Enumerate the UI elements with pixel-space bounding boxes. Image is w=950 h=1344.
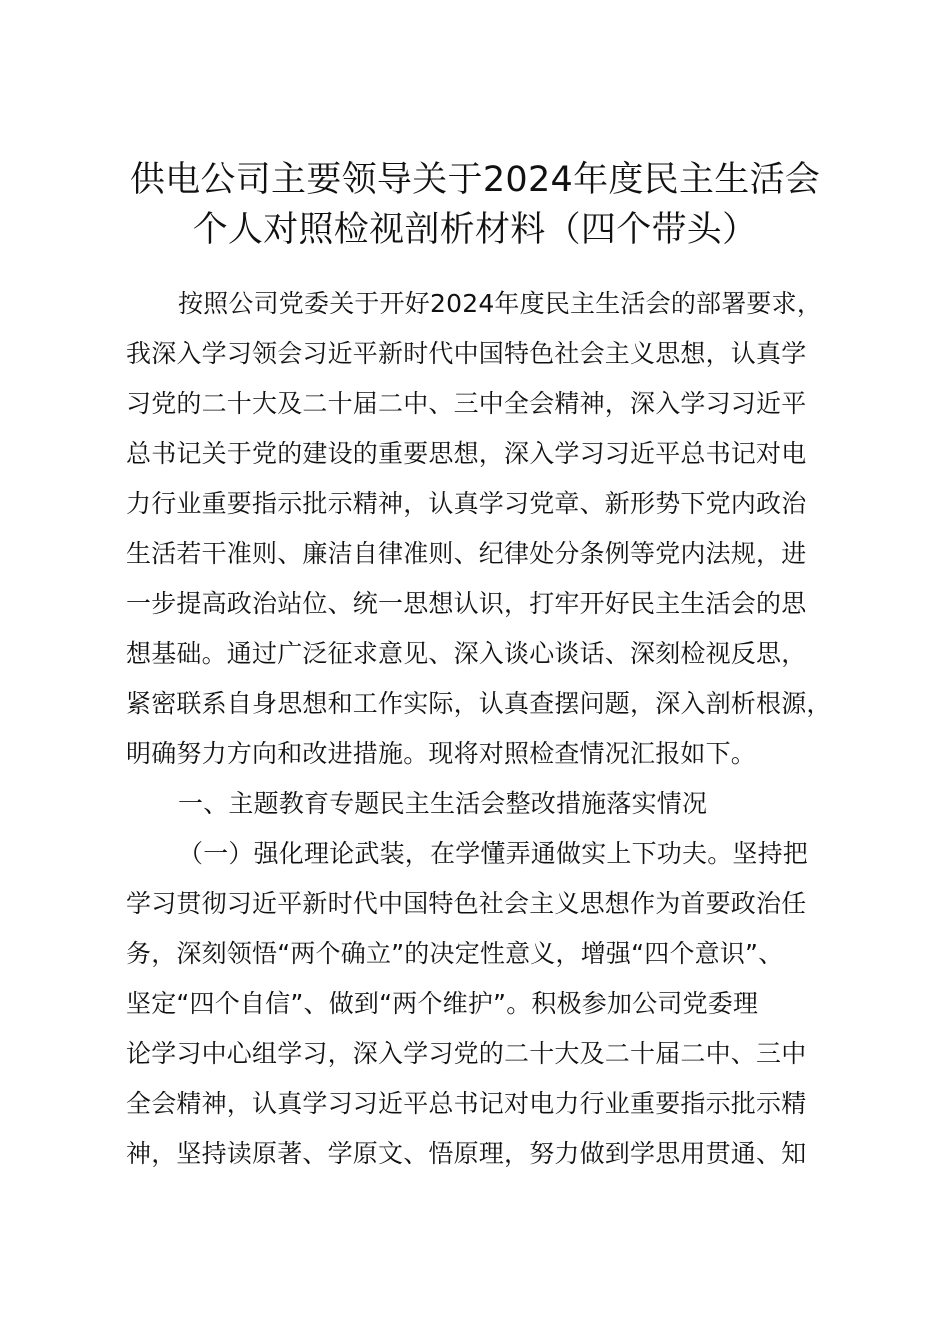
- paragraph-line: 神，坚持读原著、学原文、悟原理，努力做到学思用贯通、知: [126, 1139, 807, 1168]
- paragraph-line: 想基础。通过广泛征求意见、深入谈心谈话、深刻检视反思，: [126, 639, 807, 668]
- document-title-line-2: 个人对照检视剖析材料（四个带头）: [192, 210, 758, 250]
- paragraph-line: 学习贯彻习近平新时代中国特色社会主义思想作为首要政治任: [126, 889, 807, 918]
- paragraph-line: 坚定“四个自信”、做到“两个维护”。积极参加公司党委理: [126, 989, 759, 1018]
- paragraph-line: 紧密联系自身思想和工作实际，认真查摆问题，深入剖析根源，: [126, 689, 832, 718]
- paragraph-line: （一）强化理论武装，在学懂弄通做实上下功夫。坚持把: [178, 839, 809, 868]
- paragraph-line: 务，深刻领悟“两个确立”的决定性意义，增强“四个意识”、: [126, 939, 784, 968]
- paragraph-line: 生活若干准则、廉洁自律准则、纪律处分条例等党内法规，进: [126, 539, 807, 568]
- document-title-line-1: 供电公司主要领导关于2024年度民主生活会: [129, 160, 821, 200]
- paragraph-line: 按照公司党委关于开好2024年度民主生活会的部署要求，: [178, 289, 823, 318]
- paragraph-line: 我深入学习领会习近平新时代中国特色社会主义思想，认真学: [126, 339, 807, 368]
- paragraph-line: 一步提高政治站位、统一思想认识，打牢开好民主生活会的思: [126, 589, 807, 618]
- paragraph-line: 习党的二十大及二十届二中、三中全会精神，深入学习习近平: [126, 389, 807, 418]
- paragraph-line: 论学习中心组学习，深入学习党的二十大及二十届二中、三中: [126, 1039, 807, 1068]
- paragraph-line: 总书记关于党的建设的重要思想，深入学习习近平总书记对电: [126, 439, 807, 468]
- paragraph-line: 全会精神，认真学习习近平总书记对电力行业重要指示批示精: [126, 1089, 807, 1118]
- section-heading: 一、主题教育专题民主生活会整改措施落实情况: [178, 789, 708, 818]
- paragraph-line: 明确努力方向和改进措施。现将对照检查情况汇报如下。: [126, 739, 757, 768]
- paragraph-line: 力行业重要指示批示精神，认真学习党章、新形势下党内政治: [126, 489, 807, 518]
